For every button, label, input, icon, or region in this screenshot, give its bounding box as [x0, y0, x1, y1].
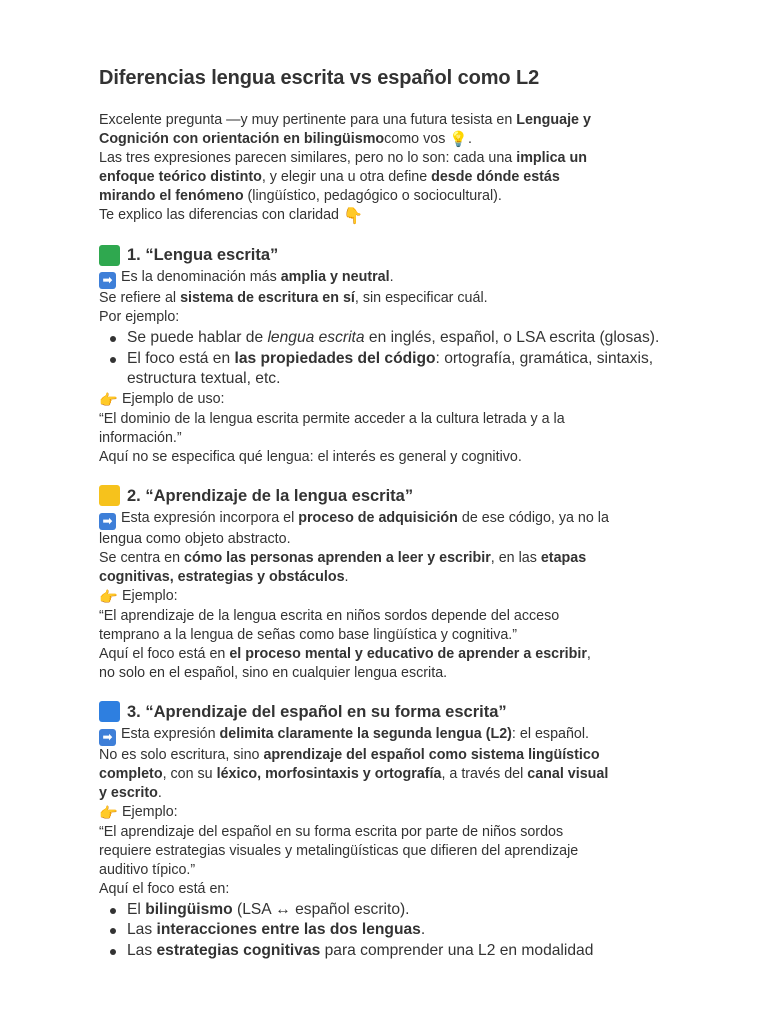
- example-label: Ejemplo:: [122, 803, 178, 820]
- intro-line: [99, 187, 676, 206]
- text: : ortografía, gramática, sintaxis, estructura textual, etc.: [127, 349, 654, 387]
- section-heading: [99, 701, 676, 723]
- text-line: [99, 725, 676, 746]
- text: , con su: [162, 765, 217, 782]
- note-line: Aquí el foco está en:: [99, 880, 230, 897]
- quote-line: “El aprendizaje del español en su forma escrita por parte de niños sordos: [99, 823, 564, 840]
- text: Te explico las diferencias con claridad: [99, 207, 343, 223]
- list-item: [99, 349, 676, 390]
- bold-text: cómo las personas aprenden a leer y escribir: [184, 549, 491, 566]
- text: El foco está en: [127, 349, 235, 367]
- blue-square-icon: [99, 701, 120, 722]
- section-aprendizaje-lengua-escrita: [99, 485, 676, 683]
- list-item: [99, 900, 676, 921]
- bold-text: las propiedades del código: [234, 349, 436, 367]
- text: No es solo escritura, sino: [99, 746, 264, 763]
- right-arrow-icon: ➡: [99, 729, 116, 746]
- section-lengua-escrita: [99, 244, 676, 467]
- text: Las: [127, 921, 157, 938]
- page-title: Diferencias lengua escrita vs español como L2: [99, 67, 540, 89]
- bold-text: desde dónde estás: [431, 169, 560, 185]
- bold-text: sistema de escritura en sí: [180, 290, 355, 306]
- text-line: [99, 784, 676, 803]
- bold-text: Lenguaje y: [516, 112, 591, 128]
- text-line: [99, 587, 676, 607]
- section-heading-text: 1. “Lengua escrita”: [127, 246, 279, 264]
- bold-text: enfoque teórico distinto: [99, 169, 262, 185]
- text: (lingüístico, pedagógico o sociocultural).: [243, 188, 502, 204]
- section-heading: [99, 244, 676, 266]
- bold-text: el proceso mental y educativo de aprender a escribir: [229, 645, 587, 662]
- text-line: [99, 803, 676, 823]
- green-square-icon: [99, 245, 120, 266]
- text: : el español.: [511, 725, 590, 742]
- bold-text: canal visual: [527, 765, 609, 782]
- text: (LSA ↔ español escrito).: [232, 900, 410, 918]
- bold-text: mirando el fenómeno: [99, 188, 244, 204]
- bold-text: léxico, morfosintaxis y ortografía: [216, 765, 442, 782]
- text-line: [99, 765, 676, 784]
- text: , a través del: [441, 765, 528, 782]
- bold-text: completo: [99, 765, 163, 782]
- intro-line: [99, 130, 676, 149]
- text: Las tres expresiones parecen similares, pero no lo son: cada una: [99, 150, 517, 166]
- quote-line: auditivo típico.”: [99, 861, 196, 878]
- list-item: [99, 941, 676, 962]
- bold-text: implica un: [516, 150, 587, 166]
- text: .: [420, 921, 426, 938]
- text-line: [99, 289, 676, 308]
- text: .: [468, 131, 472, 147]
- bold-text: y escrito: [99, 784, 158, 801]
- bold-text: interacciones entre las dos lenguas: [156, 921, 421, 938]
- intro-line: [99, 111, 676, 130]
- bold-text: amplia y neutral: [280, 269, 390, 285]
- text: Las: [127, 941, 157, 959]
- bold-text: etapas: [540, 549, 587, 566]
- bold-text: proceso de adquisición: [298, 509, 458, 526]
- text: Esta expresión incorpora el: [121, 509, 299, 526]
- bold-text: aprendizaje del español como sistema lingüístico: [263, 746, 600, 763]
- pointing-right-icon: 👉: [99, 804, 118, 822]
- section-heading-text: 2. “Aprendizaje de la lengua escrita”: [127, 486, 414, 505]
- text: Excelente pregunta —y muy pertinente para una futura tesista en: [99, 112, 517, 128]
- bullet-list: [99, 328, 676, 390]
- intro-line: [99, 149, 676, 168]
- text-line: [99, 268, 676, 289]
- section-aprendizaje-espanol-escrito: [99, 701, 676, 962]
- lightbulb-icon: 💡: [449, 131, 468, 148]
- text: de ese código, ya no la: [457, 509, 609, 526]
- text: El: [127, 900, 146, 918]
- text-line: [99, 509, 676, 530]
- text: Aquí el foco está en: [99, 645, 230, 662]
- note-line: no solo en el español, sino en cualquier lengua escrita.: [99, 664, 448, 681]
- text: .: [344, 568, 349, 585]
- yellow-square-icon: [99, 485, 120, 506]
- bold-text: cognitivas, estrategias y obstáculos: [99, 568, 345, 585]
- quote-line: información.”: [99, 429, 182, 446]
- quote-line: “El aprendizaje de la lengua escrita en niños sordos depende del acceso: [99, 607, 560, 624]
- text-line: Por ejemplo:: [99, 309, 180, 325]
- section-heading: [99, 485, 676, 507]
- quote-line: temprano a la lengua de señas como base lingüística y cognitiva.”: [99, 626, 518, 643]
- intro-line: [99, 168, 676, 187]
- italic-text: lengua escrita: [267, 329, 365, 346]
- text: Esta expresión: [121, 725, 220, 742]
- right-arrow-icon: ➡: [99, 272, 116, 289]
- pointing-right-icon: 👉: [99, 588, 118, 606]
- text-line: [99, 549, 676, 568]
- text: .: [389, 269, 394, 285]
- pointing-right-icon: 👉: [99, 391, 118, 409]
- text: , en las: [490, 549, 541, 566]
- text-line: [99, 746, 676, 765]
- right-arrow-icon: ➡: [99, 513, 116, 530]
- text: , y elegir una u otra define: [261, 169, 432, 185]
- text: en inglés, español, o LSA escrita (glosas).: [364, 329, 660, 346]
- quote-line: requiere estrategias visuales y metalingüísticas que difieren del aprendizaje: [99, 842, 579, 859]
- list-item: [99, 328, 676, 349]
- text: para comprender una L2 en modalidad: [320, 941, 594, 959]
- text: , sin especificar cuál.: [354, 290, 488, 306]
- bold-text: bilingüismo: [145, 900, 233, 918]
- example-label: Ejemplo:: [122, 587, 178, 604]
- text: ,: [586, 645, 591, 662]
- list-item: [99, 920, 676, 941]
- text: Se puede hablar de: [127, 329, 268, 346]
- quote-line: “El dominio de la lengua escrita permite acceder a la cultura letrada y a la: [99, 410, 565, 427]
- text: Se refiere al: [99, 290, 181, 306]
- bullet-list: [99, 900, 676, 962]
- intro-line: [99, 206, 676, 226]
- note-line: [99, 645, 676, 664]
- pointing-down-icon: 👇: [342, 208, 363, 225]
- text: Es la denominación más: [121, 269, 281, 285]
- bold-text: estrategias cognitivas: [156, 941, 321, 959]
- intro: [99, 111, 676, 226]
- bold-text: Cognición con orientación en bilingüismo: [99, 131, 385, 147]
- section-heading-text: 3. “Aprendizaje del español en su forma escrita”: [127, 702, 507, 721]
- note-line: Aquí no se especifica qué lengua: el interés es general y cognitivo.: [99, 448, 522, 465]
- text: .: [157, 784, 162, 801]
- text: como vos: [384, 131, 450, 147]
- bold-text: delimita claramente la segunda lengua (L2): [219, 725, 512, 742]
- text: Se centra en: [99, 549, 185, 566]
- text-line: lengua como objeto abstracto.: [99, 530, 291, 547]
- example-label: Ejemplo de uso:: [122, 390, 225, 407]
- text-line: [99, 390, 676, 410]
- text-line: [99, 568, 676, 587]
